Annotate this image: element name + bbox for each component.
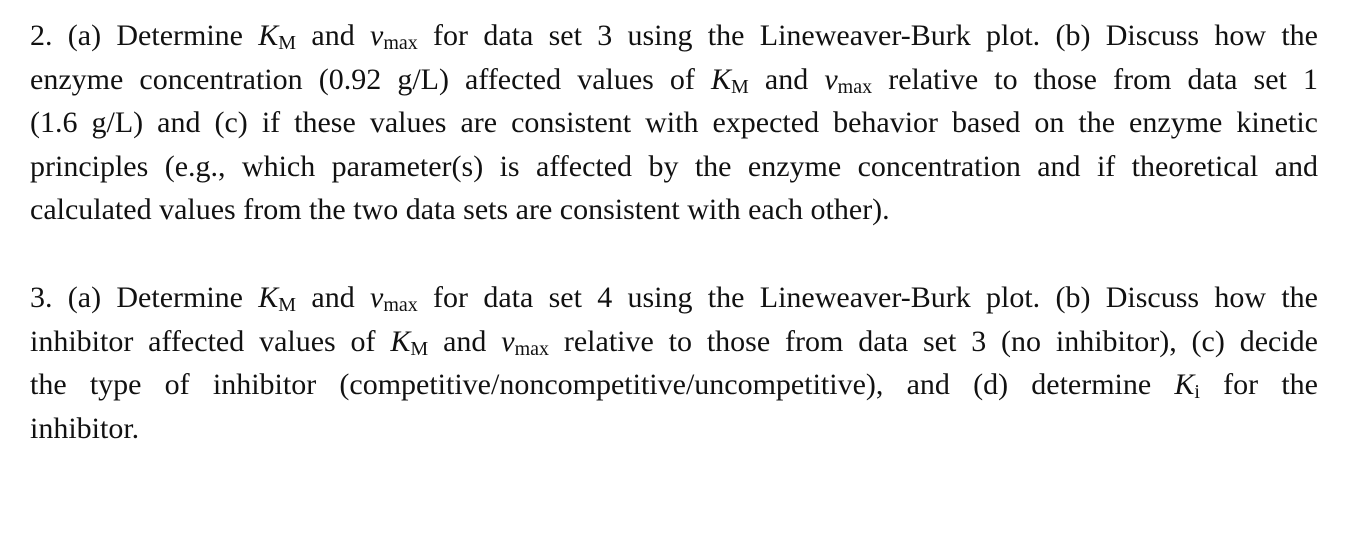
km-symbol: K	[390, 324, 411, 358]
problem-2-line-3: (1.6 g/L) and (c) if these values are consistent with expected behavior based on the enzyme kinetic	[30, 106, 1318, 139]
problem-3	[30, 276, 1318, 450]
problem-2-line-5: calculated values from the two data sets are consistent with each other).	[30, 193, 890, 226]
problem-2	[30, 14, 1318, 232]
vmax-symbol: v	[501, 324, 515, 358]
vmax-symbol: v	[824, 62, 838, 96]
problem-3-line-3: the type of inhibitor (competitive/noncompetitive/uncompetitive), and (d) determine $K_i$ for the	[30, 368, 1318, 403]
km-symbol: K	[711, 62, 732, 96]
problem-3-line-4: inhibitor.	[30, 411, 140, 445]
vmax-symbol: v	[370, 19, 384, 52]
problem-2-line-4: principles (e.g., which parameter(s) is affected by the enzyme concentration and if theoretical and	[30, 149, 1318, 183]
problem-2-line-2: enzyme concentration (0.92 g/L) affected values of $K_M$ and $v_{max}$ relative to those from data set 1	[30, 62, 1318, 98]
ki-symbol: K	[1174, 368, 1195, 401]
vmax-symbol: v	[370, 281, 384, 314]
km-symbol: K	[258, 19, 279, 52]
problem-3-line-1: 3. (a) Determine $K_M$ and $v_{max}$ for data set 4 using the Lineweaver-Burk plot. (b) Discuss how the	[30, 281, 1318, 316]
problem-3-line-2: inhibitor affected values of $K_M$ and $v_{max}$ relative to those from data set 3 (no inhibitor), (c) decide	[30, 324, 1318, 360]
problem-2-line-1: 2. (a) Determine $K_M$ and $v_{max}$ for data set 3 using the Lineweaver-Burk plot. (b) Discuss how the	[30, 19, 1318, 54]
km-symbol: K	[258, 281, 279, 314]
